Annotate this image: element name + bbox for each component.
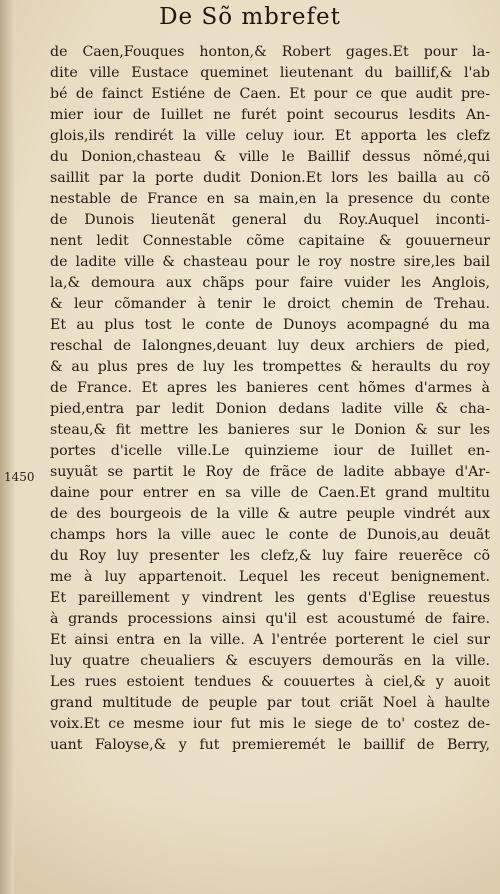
page-gutter — [0, 0, 14, 894]
bottom-margin — [14, 794, 500, 894]
text-line: luy quatre cheualiers & escuyers demourãs en la ville. — [50, 653, 490, 669]
text-line: me à luy appartenoit. Lequel les receut benignement. — [50, 569, 490, 585]
text-line: uant Faloyse,& y fut premieremét le baillif de Berry, — [50, 737, 490, 753]
text-line: steau,& fit mettre les banieres sur le Donion & sur les — [50, 422, 490, 438]
text-line: reschal de Ialongnes,deuant luy deux archiers de pied, — [50, 338, 490, 354]
text-line: nent ledit Connestable cõme capitaine & gouuerneur — [50, 233, 490, 249]
text-line: à grands processions ainsi qu'il est acoustumé de faire. — [50, 611, 490, 627]
text-line: mier iour de Iuillet ne furét point secourus lesdits An- — [50, 107, 490, 123]
text-line: Les rues estoient tendues & couuertes à ciel,& y auoit — [50, 674, 490, 690]
text-line: du Donion,chasteau & ville le Baillif dessus nõmé,qui — [50, 149, 490, 165]
text-line: Et pareillement y vindrent les gents d'Eglise reuestus — [50, 590, 490, 606]
running-head: De Sõ mbrefet — [159, 4, 341, 30]
text-line: de France. Et apres les banieres cent hõmes d'armes à — [50, 380, 490, 396]
text-line: & leur cõmander à tenir le droict chemin de Trehau. — [50, 296, 490, 312]
text-line: nestable de France en sa main,en la presence du conte — [50, 191, 490, 207]
text-line: glois,ils rendirét la ville celuy iour. Et apporta les clefz — [50, 128, 490, 144]
text-line: de ladite ville & chasteau pour le roy nostre sire,les bail — [50, 254, 490, 270]
text-line: la,& demoura aux chãps pour faire vuider les Anglois, — [50, 275, 490, 291]
margin-year-note: 1450 — [4, 470, 35, 484]
text-line: portes d'icelle ville.Le quinzieme iour de Iuillet en- — [50, 443, 490, 459]
text-block — [50, 42, 490, 756]
text-line: du Roy luy presenter les clefz,& luy faire reuerẽce cõ — [50, 548, 490, 564]
text-line: bé de fainct Estiéne de Caen. Et pour ce que audit pre- — [50, 86, 490, 102]
text-line: grand multitude de peuple par tout criãt Noel à haulte — [50, 695, 490, 711]
text-line: de des bourgeois de la ville & autre peuple vindrét aux — [50, 506, 490, 522]
text-line: pied,entra par ledit Donion dedans ladite ville & cha- — [50, 401, 490, 417]
text-line: daine pour entrer en sa ville de Caen.Et grand multitu — [50, 485, 490, 501]
text-line: saillit par la porte dudit Donion.Et lors les bailla au cõ — [50, 170, 490, 186]
text-line: de Caen,Fouques honton,& Robert gages.Et pour la- — [50, 44, 490, 60]
text-line: & au plus pres de luy les trompettes & heraults du roy — [50, 359, 490, 375]
text-line: Et au plus tost le conte de Dunoys acompagné du ma — [50, 317, 490, 333]
text-line: de Dunois lieutenãt general du Roy.Auquel inconti- — [50, 212, 490, 228]
text-line: champs hors la ville auec le conte de Dunois,au deuãt — [50, 527, 490, 543]
text-line: voix.Et ce mesme iour fut mis le siege de to' costez de- — [50, 716, 490, 732]
text-line: suyuãt se partit le Roy de frãce de ladite abbaye d'Ar- — [50, 464, 490, 480]
text-line: dite ville Eustace queminet lieutenant du baillif,& l'ab — [50, 65, 490, 81]
text-line: Et ainsi entra en la ville. A l'entrée porterent le ciel sur — [50, 632, 490, 648]
